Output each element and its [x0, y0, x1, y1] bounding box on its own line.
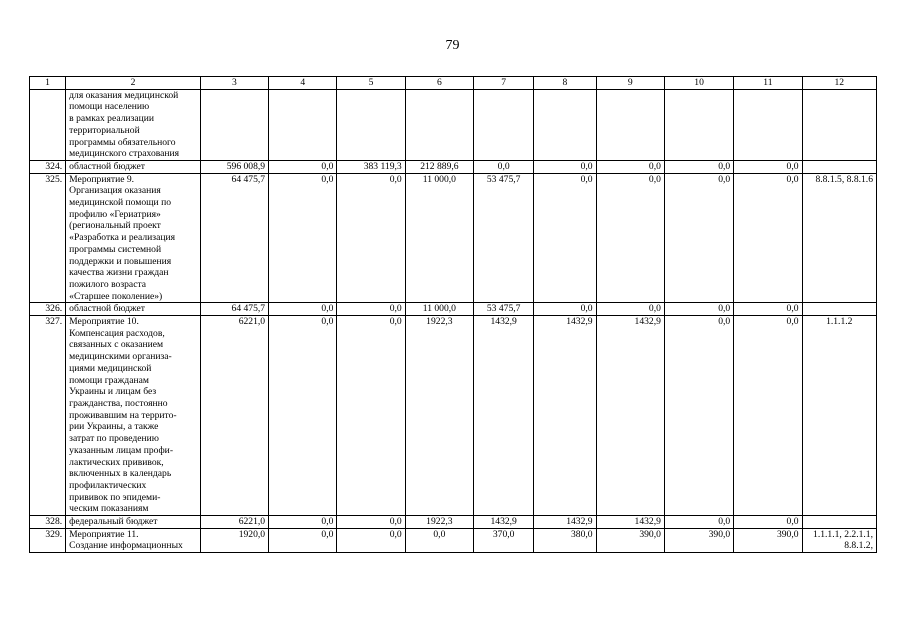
activity-name-cell: областной бюджет: [66, 160, 201, 173]
amount-cell: 0,0: [734, 516, 802, 529]
amount-cell: 0,0: [596, 173, 664, 303]
amount-cell: 0,0: [734, 160, 802, 173]
amount-cell: 0,0: [664, 160, 733, 173]
table-row: [30, 528, 877, 552]
header-cell: 8: [534, 77, 596, 90]
activity-name-cell: Мероприятие 11. Создание информационных: [66, 528, 201, 552]
amount-cell: [734, 89, 802, 160]
amount-cell: 53 475,7: [474, 303, 534, 316]
header-cell: 6: [405, 77, 473, 90]
row-number-cell: 325.: [30, 173, 66, 303]
amount-cell: 383 119,3: [337, 160, 405, 173]
amount-cell: [596, 89, 664, 160]
activity-name-cell: для оказания медицинской помощи населению в рамках реализации территориальной программы обязательного медицинского страхования: [66, 89, 201, 160]
amount-cell: 11 000,0: [405, 303, 473, 316]
row-number-cell: 324.: [30, 160, 66, 173]
amount-cell: 370,0: [474, 528, 534, 552]
amount-cell: 0,0: [534, 160, 596, 173]
header-cell: 7: [474, 77, 534, 90]
amount-cell: 1432,9: [596, 516, 664, 529]
header-cell: 9: [596, 77, 664, 90]
amount-cell: [337, 89, 405, 160]
row-number-cell: [30, 89, 66, 160]
header-cell: 5: [337, 77, 405, 90]
header-cell: 3: [200, 77, 268, 90]
row-number-cell: 327.: [30, 316, 66, 516]
amount-cell: 1922,3: [405, 316, 473, 516]
header-cell: 11: [734, 77, 802, 90]
amount-cell: 1920,0: [200, 528, 268, 552]
amount-cell: 390,0: [734, 528, 802, 552]
header-cell: 4: [269, 77, 337, 90]
amount-cell: 380,0: [534, 528, 596, 552]
indicator-reference-cell: [802, 303, 876, 316]
indicator-reference-cell: [802, 516, 876, 529]
activity-name-cell: Мероприятие 10. Компенсация расходов, связанных с оказанием медицинскими организа- циями медицинской помощи гражданам Украины и лицам без гражданства, постоянно проживавшим на террито- рии Украины, а также затрат по проведению указанным лицам профи- лактических прививок, включенных в календарь профилактических прививок по эпидеми- ческим показаниям: [66, 316, 201, 516]
amount-cell: 0,0: [269, 303, 337, 316]
activity-name-cell: федеральный бюджет: [66, 516, 201, 529]
amount-cell: 0,0: [734, 173, 802, 303]
amount-cell: 0,0: [664, 303, 733, 316]
amount-cell: [664, 89, 733, 160]
table-row: [30, 303, 877, 316]
amount-cell: [534, 89, 596, 160]
amount-cell: 212 889,6: [405, 160, 473, 173]
amount-cell: 1432,9: [474, 516, 534, 529]
program-budget-table: [29, 76, 877, 553]
column-number-header-row: [30, 77, 877, 90]
amount-cell: 0,0: [596, 160, 664, 173]
activity-name-cell: областной бюджет: [66, 303, 201, 316]
amount-cell: 0,0: [664, 316, 733, 516]
amount-cell: 11 000,0: [405, 173, 473, 303]
amount-cell: 390,0: [664, 528, 733, 552]
amount-cell: 1432,9: [534, 316, 596, 516]
amount-cell: 6221,0: [200, 516, 268, 529]
amount-cell: 0,0: [734, 303, 802, 316]
table-row: [30, 516, 877, 529]
amount-cell: 64 475,7: [200, 303, 268, 316]
header-cell: 2: [66, 77, 201, 90]
amount-cell: 0,0: [405, 528, 473, 552]
amount-cell: 53 475,7: [474, 173, 534, 303]
amount-cell: 0,0: [534, 303, 596, 316]
header-cell: 10: [664, 77, 733, 90]
table-row: [30, 173, 877, 303]
amount-cell: [269, 89, 337, 160]
amount-cell: 0,0: [664, 516, 733, 529]
amount-cell: 64 475,7: [200, 173, 268, 303]
amount-cell: 1432,9: [474, 316, 534, 516]
amount-cell: 0,0: [337, 173, 405, 303]
row-number-cell: 329.: [30, 528, 66, 552]
amount-cell: 0,0: [534, 173, 596, 303]
amount-cell: 0,0: [474, 160, 534, 173]
amount-cell: 0,0: [734, 316, 802, 516]
row-number-cell: 328.: [30, 516, 66, 529]
amount-cell: 1922,3: [405, 516, 473, 529]
indicator-reference-cell: 8.8.1.5, 8.8.1.6: [802, 173, 876, 303]
amount-cell: 0,0: [269, 528, 337, 552]
amount-cell: 0,0: [596, 303, 664, 316]
table-row: [30, 89, 877, 160]
indicator-reference-cell: [802, 160, 876, 173]
amount-cell: 596 008,9: [200, 160, 268, 173]
amount-cell: 0,0: [269, 316, 337, 516]
header-cell: 12: [802, 77, 876, 90]
header-cell: 1: [30, 77, 66, 90]
amount-cell: 1432,9: [596, 316, 664, 516]
activity-name-cell: Мероприятие 9. Организация оказания медицинской помощи по профилю «Гериатрия» (региональный проект «Разработка и реализация программы системной поддержки и повышения качества жизни граждан пожилого возраста «Старшее поколение»): [66, 173, 201, 303]
row-number-cell: 326.: [30, 303, 66, 316]
amount-cell: [474, 89, 534, 160]
amount-cell: 0,0: [337, 303, 405, 316]
amount-cell: 6221,0: [200, 316, 268, 516]
amount-cell: 1432,9: [534, 516, 596, 529]
indicator-reference-cell: [802, 89, 876, 160]
amount-cell: 0,0: [269, 160, 337, 173]
amount-cell: [200, 89, 268, 160]
indicator-reference-cell: 1.1.1.1, 2.2.1.1, 8.8.1.2,: [802, 528, 876, 552]
amount-cell: 0,0: [337, 516, 405, 529]
table-row: [30, 316, 877, 516]
amount-cell: 0,0: [269, 516, 337, 529]
amount-cell: 0,0: [664, 173, 733, 303]
amount-cell: 0,0: [337, 528, 405, 552]
amount-cell: 0,0: [269, 173, 337, 303]
amount-cell: [405, 89, 473, 160]
indicator-reference-cell: 1.1.1.2: [802, 316, 876, 516]
table-row: [30, 160, 877, 173]
amount-cell: 0,0: [337, 316, 405, 516]
amount-cell: 390,0: [596, 528, 664, 552]
page-number: 79: [445, 38, 460, 53]
